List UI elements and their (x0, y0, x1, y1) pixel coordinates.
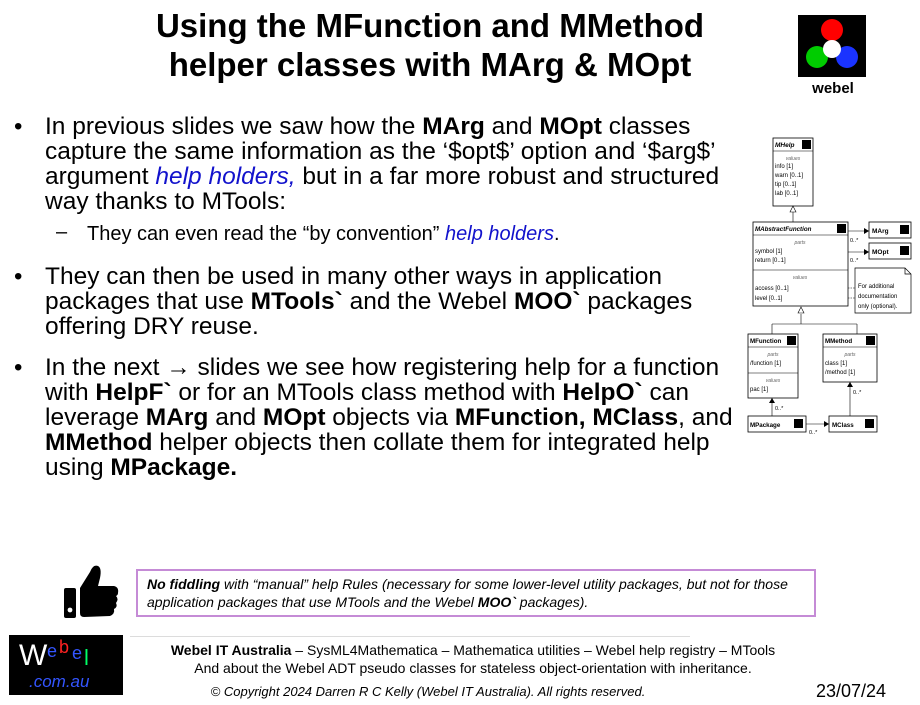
mmethod-name: MMethod (825, 338, 853, 345)
text-span: In previous slides we saw how the (45, 113, 423, 140)
title-line-2: helper classes with MArg & MOpt (168, 46, 692, 83)
mfunction-name: MFunction (750, 338, 782, 345)
mult-pkg-func: 0..* (775, 406, 784, 412)
mpackage-name: MPackage (750, 422, 781, 429)
text-bold: MPackage. (110, 454, 238, 481)
mult-opt: 0..* (850, 258, 859, 264)
text-span: can leverage (45, 379, 690, 431)
mmethod-block (823, 334, 877, 382)
bullet-dot-icon: • (14, 263, 23, 290)
text-span: objects via (325, 404, 455, 431)
comment-line: documentation (858, 294, 898, 300)
bullet-3 (12, 355, 752, 480)
thumbs-up-icon (60, 562, 122, 622)
block-icon (837, 224, 846, 233)
mhelp-name: MHelp (775, 142, 795, 149)
footer-about: And about the Webel ADT pseudo classes for stateless object-orientation with inheritance. (194, 660, 752, 676)
mhelp-attr: info [1] (775, 164, 794, 170)
mhelp-block (773, 138, 813, 206)
bullet-list (12, 114, 752, 496)
text-span: or for an MTools class method with (171, 379, 563, 406)
footer-divider (130, 636, 690, 637)
note-bold: No fiddling (147, 576, 221, 592)
text-span: and (208, 404, 263, 431)
webel-com-au-logo-icon (9, 635, 123, 695)
mabstractfunction-block (753, 222, 848, 306)
comment-line: For additional (858, 284, 895, 290)
mfunction-section: parts (767, 352, 779, 358)
help-holders-link[interactable]: help holders, (155, 163, 296, 190)
slide-title (60, 6, 800, 84)
mclass-name: MClass (832, 422, 854, 429)
text-span: and the Webel (342, 288, 514, 315)
mabstract-name: MAbstractFunction (755, 226, 812, 233)
mult-pkg-class: 0..* (809, 430, 818, 436)
bullet-dot-icon: • (14, 354, 23, 381)
mopt-block (869, 243, 911, 259)
mhelp-attr: tip [0..1] (775, 182, 797, 188)
title-line-1: Using the MFunction and MMethod (155, 7, 705, 44)
mfunction-attr: /function [1] (750, 361, 782, 367)
mabstract-section: values (792, 275, 808, 281)
bullet-1 (12, 114, 752, 214)
text-bold: MMethod (45, 429, 153, 456)
mabstract-attr: return [0..1] (755, 258, 786, 264)
rgb-circles-icon (798, 15, 866, 77)
logo-e: e (47, 641, 58, 661)
text-span: They can even read the “by convention” (87, 223, 445, 245)
block-icon (900, 225, 909, 234)
text-span: classes capture the same information as the ‘$opt$’ option and ‘$arg$’ argument (45, 113, 715, 190)
mfunction-block (748, 334, 798, 398)
text-bold: MArg (422, 113, 485, 140)
text-span: packages offering DRY reuse. (45, 288, 693, 340)
text-span: and (484, 113, 540, 140)
marg-name: MArg (872, 228, 889, 235)
mopt-name: MOpt (872, 249, 889, 256)
block-icon (787, 336, 796, 345)
mhelp-attr: lab [0..1] (775, 191, 799, 197)
logo-domain: .com.au (29, 672, 90, 691)
mabstract-attr: symbol [1] (755, 249, 783, 255)
logo-l: l (84, 645, 89, 670)
webel-logo-label: webel (812, 80, 854, 97)
mfunction-section: values (765, 378, 781, 384)
footer-topics: – SysML4Mathematica – Mathematica utilities – Webel help registry – MTools (291, 642, 776, 658)
mmethod-attr: /method [1] (825, 370, 856, 376)
block-icon (900, 246, 909, 255)
logo-w: W (19, 639, 48, 672)
mfunction-attr: pac [1] (750, 387, 769, 393)
mclass-block (829, 416, 877, 432)
text-span: They can then be used in many other ways in application packages that use (45, 263, 662, 315)
text-bold: MTools` (250, 288, 343, 315)
mult-class-method: 0..* (853, 390, 862, 396)
text-bold: MOO` (513, 288, 581, 315)
mmethod-attr: class [1] (825, 361, 848, 367)
note-box (136, 569, 816, 617)
note-text: with “manual” help Rules (necessary for some lower-level utility packages, but not for those application packages that use MTools and the Webel (147, 576, 788, 610)
block-icon (802, 140, 811, 149)
help-holders-link[interactable]: help holders (445, 223, 554, 245)
mpackage-block (748, 416, 806, 432)
text-span: In the next → slides we see how registering help for a function with (45, 354, 720, 406)
slide-date: 23/07/24 (816, 681, 887, 701)
text-span: helper objects then collate them for integrated help using (45, 429, 710, 481)
text-span: . (553, 223, 560, 245)
text-span: but in a far more robust and structured way thanks to MTools: (45, 163, 720, 215)
mult-arg: 0..* (850, 238, 859, 244)
dash-icon: – (56, 221, 68, 243)
logo-e2: e (72, 643, 83, 663)
block-icon (865, 419, 874, 428)
uml-class-diagram (745, 136, 915, 436)
mhelp-attr: warn [0..1] (775, 173, 804, 179)
text-bold: MFunction, MClass (454, 404, 679, 431)
text-bold: MArg (145, 404, 209, 431)
footer-text (128, 641, 818, 677)
webel-logo-icon (798, 15, 866, 77)
text-span: , and (678, 404, 733, 431)
text-bold: MOpt (539, 113, 602, 140)
comment-line: only (optional). (858, 304, 898, 310)
block-icon (866, 336, 875, 345)
mmethod-section: parts (844, 352, 856, 358)
text-bold: MOpt (262, 404, 326, 431)
mhelp-section: values (785, 156, 801, 162)
bullet-dot-icon: • (14, 113, 23, 140)
note-bold: MOO` (477, 594, 516, 610)
comment-note (855, 268, 911, 313)
mabstract-attr: level [0..1] (755, 296, 783, 302)
logo-b: b (59, 637, 70, 657)
bullet-2 (12, 264, 752, 339)
text-bold: HelpF` (95, 379, 172, 406)
mabstract-attr: access [0..1] (755, 286, 789, 292)
mabstract-section: parts (794, 240, 806, 246)
sub-bullet (12, 222, 752, 246)
block-icon (794, 419, 803, 428)
copyright: © Copyright 2024 Darren R C Kelly (Webel IT Australia). All rights reserved. (210, 684, 646, 699)
footer-company: Webel IT Australia (170, 642, 292, 658)
note-text: packages). (515, 594, 589, 610)
text-bold: HelpO` (562, 379, 643, 406)
marg-block (869, 222, 911, 238)
